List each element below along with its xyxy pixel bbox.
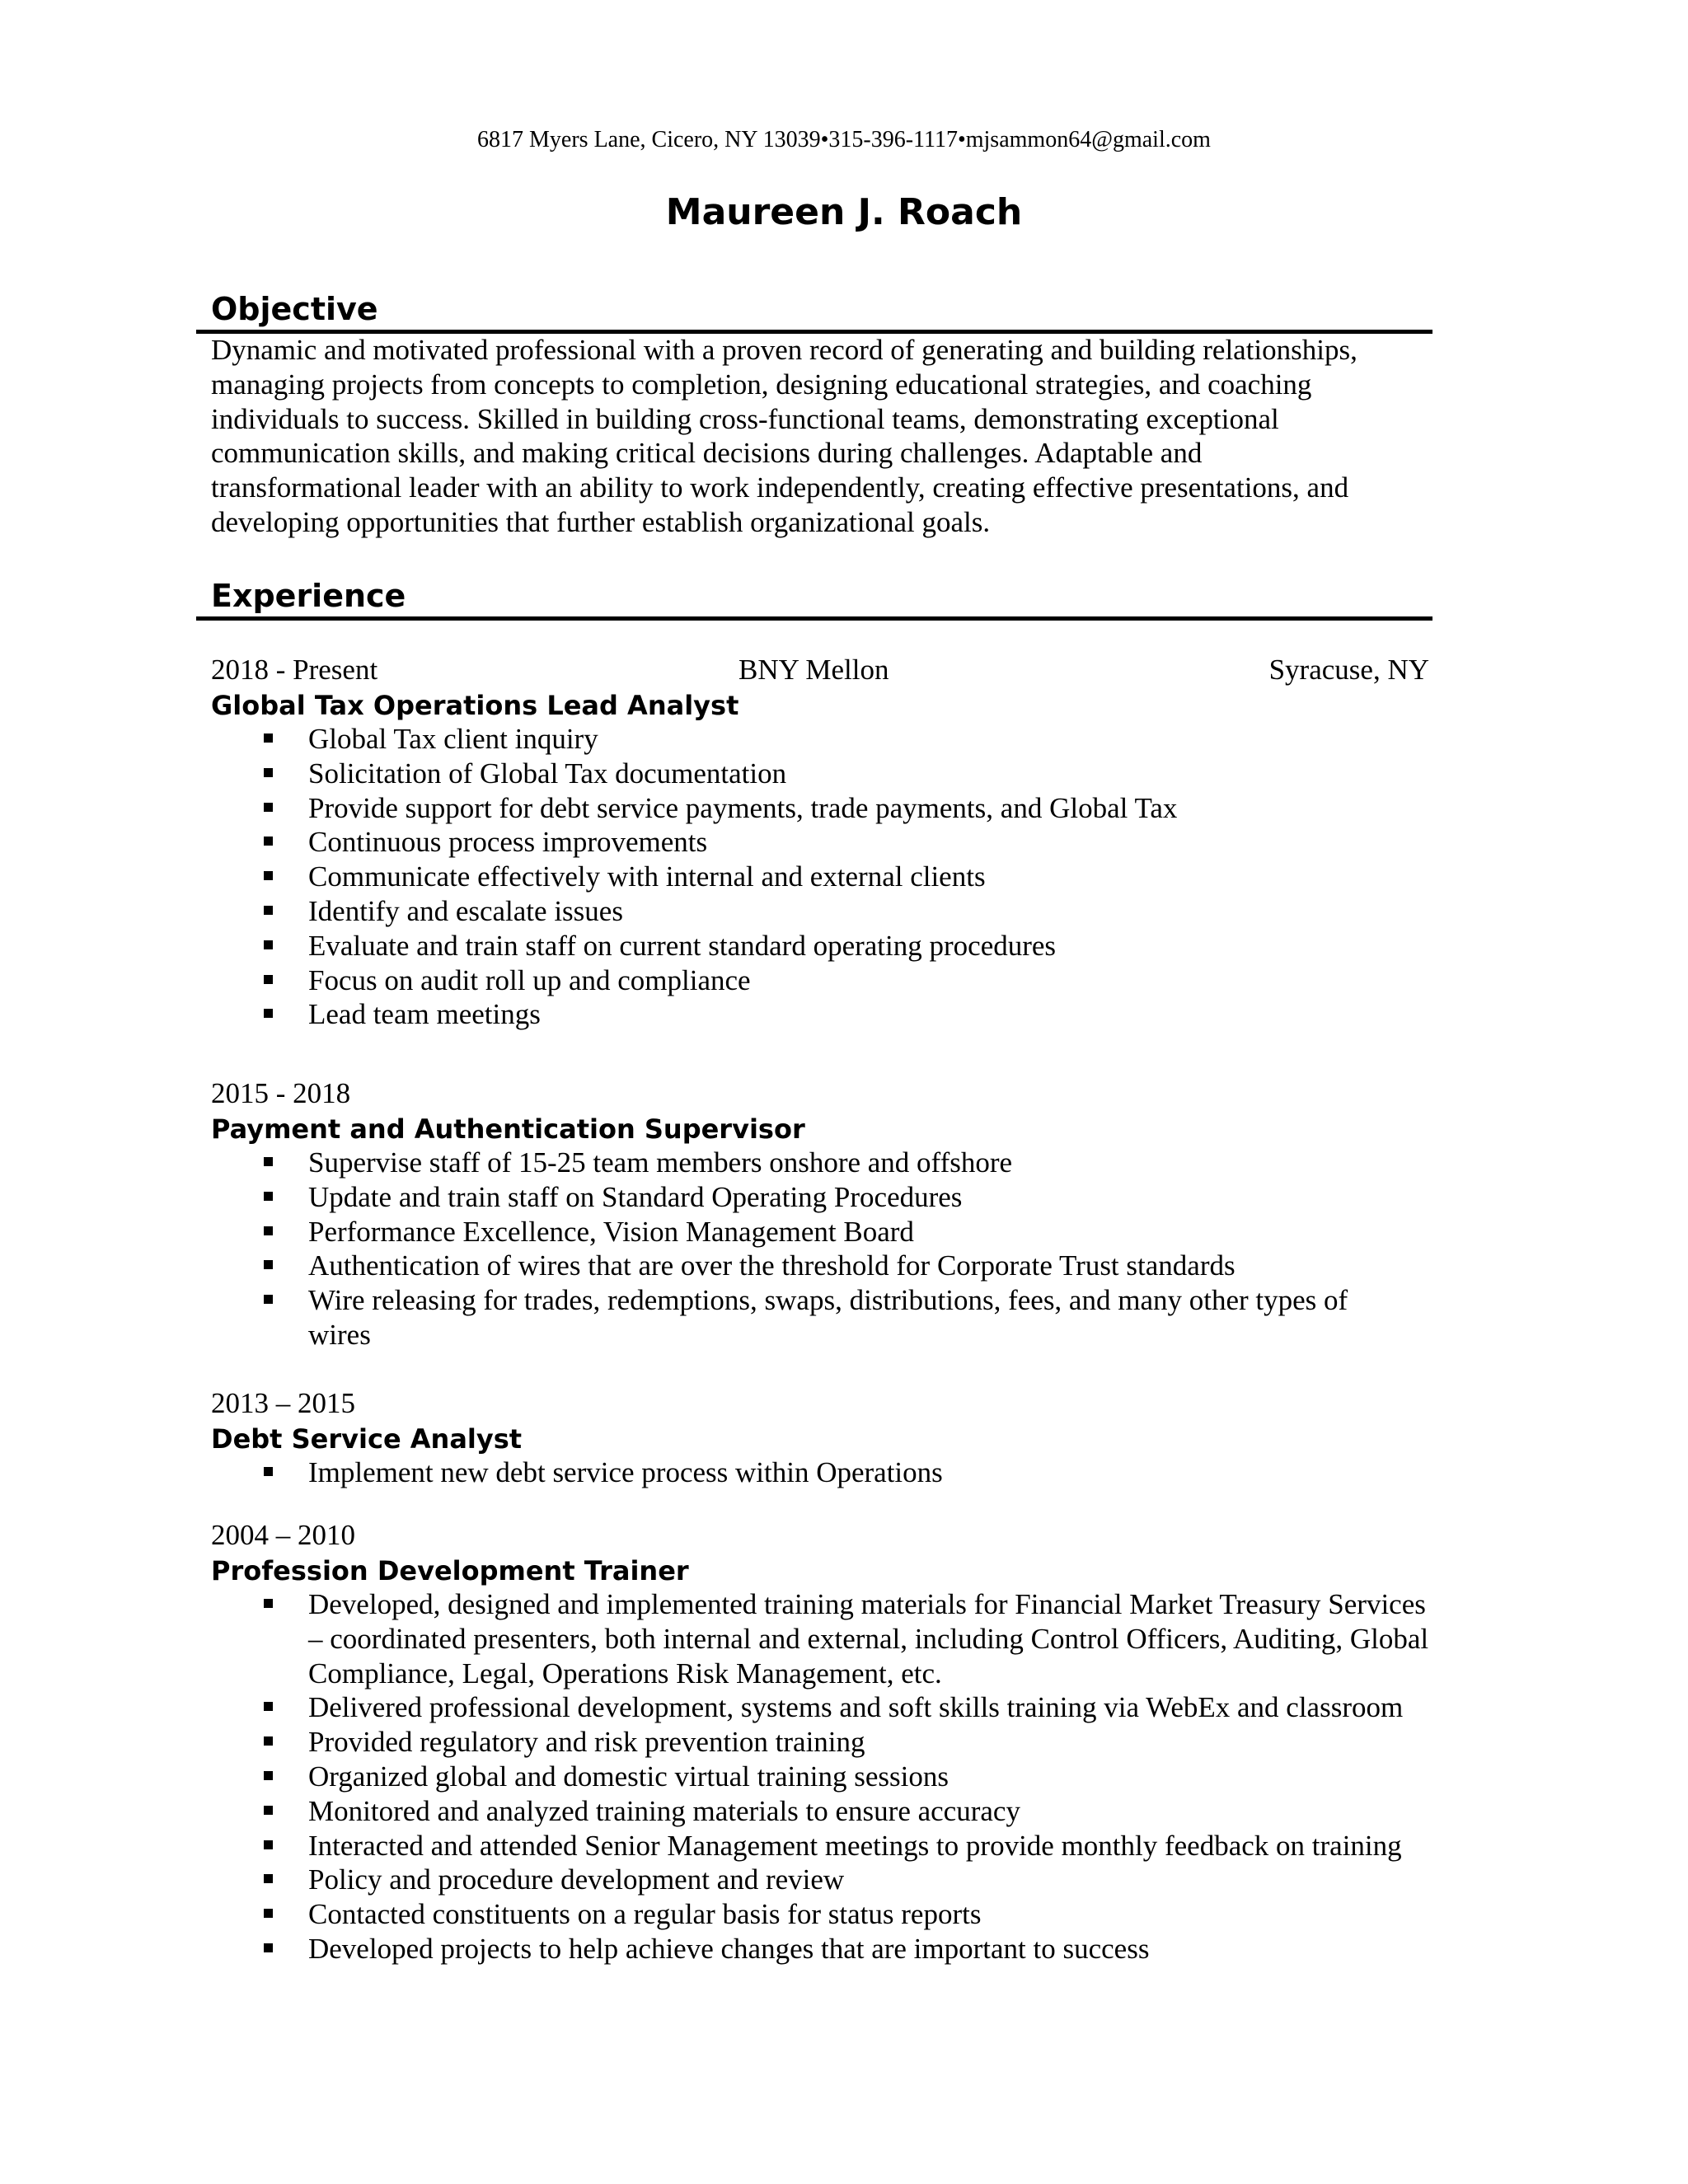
bullet-text: Identify and escalate issues <box>308 894 623 927</box>
bullet-icon <box>264 1192 273 1201</box>
job-title: Debt Service Analyst <box>211 1423 523 1455</box>
job-dates: 2015 - 2018 <box>211 1077 351 1109</box>
list-item <box>211 929 1429 963</box>
bullet-text: Organized global and domestic virtual training sessions <box>308 1760 949 1793</box>
list-item <box>211 1725 1429 1760</box>
list-item <box>211 1794 1429 1829</box>
bullet-text: Evaluate and train staff on current standard operating procedures <box>308 929 1057 962</box>
job-title: Global Tax Operations Lead Analyst <box>211 690 739 721</box>
bullet-icon <box>264 975 273 984</box>
bullet-icon <box>264 940 273 949</box>
bullet-text: Performance Excellence, Vision Management Board <box>308 1215 914 1248</box>
job-entry <box>211 653 1429 1032</box>
bullet-icon <box>264 1736 273 1746</box>
objective-heading: Objective <box>211 291 378 327</box>
job-meta <box>211 1386 1429 1421</box>
job-entry <box>211 1386 1429 1490</box>
job-location: Syracuse, NY <box>1268 654 1429 686</box>
job-company: BNY Mellon <box>738 654 889 686</box>
list-item <box>211 1932 1429 1966</box>
bullet-text: Contacted constituents on a regular basis for status reports <box>308 1898 982 1931</box>
bullet-icon <box>264 837 273 846</box>
bullet-text-continued: Compliance, Legal, Operations Risk Management, etc. <box>308 1657 942 1690</box>
bullet-text: Focus on audit roll up and compliance <box>308 963 751 996</box>
bullet-text: Lead team meetings <box>308 998 541 1031</box>
bullet-text: Provide support for debt service payments, trade payments, and Global Tax <box>308 791 1178 824</box>
bullet-text: Policy and procedure development and review <box>308 1863 845 1896</box>
job-dates: 2013 – 2015 <box>211 1387 355 1419</box>
experience-heading: Experience <box>211 578 406 614</box>
objective-line: Dynamic and motivated professional with a proven record of generating and building relationships, <box>211 334 1357 366</box>
job-dates: 2018 - Present <box>211 654 378 686</box>
job-bullets <box>211 722 1429 1032</box>
list-item <box>211 1249 1429 1283</box>
list-item <box>211 1587 1429 1690</box>
experience-rule <box>196 616 1432 621</box>
job-bullets <box>211 1587 1429 1966</box>
job-bullets <box>211 1455 1429 1490</box>
bullet-icon <box>264 1806 273 1815</box>
objective-line: transformational leader with an ability to work independently, creating effective presentations, and <box>211 471 1349 504</box>
bullet-text: Global Tax client inquiry <box>308 723 598 755</box>
bullet-icon <box>264 1599 273 1608</box>
objective-line: communication skills, and making critical decisions during challenges. Adaptable and <box>211 437 1203 470</box>
list-item <box>211 1215 1429 1249</box>
bullet-icon <box>264 803 273 812</box>
list-item <box>211 1863 1429 1897</box>
job-title: Profession Development Trainer <box>211 1555 689 1586</box>
bullet-text: Provided regulatory and risk prevention training <box>308 1726 865 1759</box>
bullet-text: Solicitation of Global Tax documentation <box>308 757 787 790</box>
bullet-icon <box>264 1157 273 1166</box>
bullet-icon <box>264 1295 273 1304</box>
list-item <box>211 997 1429 1032</box>
bullet-text: Authentication of wires that are over the threshold for Corporate Trust standards <box>308 1249 1236 1282</box>
bullet-text: Communicate effectively with internal and external clients <box>308 860 986 893</box>
bullet-icon <box>264 1226 273 1235</box>
bullet-icon <box>264 906 273 915</box>
bullet-icon <box>264 1771 273 1780</box>
bullet-icon <box>264 871 273 880</box>
objective-line: individuals to success. Skilled in building cross-functional teams, demonstrating exceptional <box>211 402 1279 435</box>
bullet-icon <box>264 1909 273 1918</box>
list-item <box>211 1690 1429 1725</box>
bullet-icon <box>264 1840 273 1849</box>
bullet-icon <box>264 1467 273 1476</box>
bullet-icon <box>264 1009 273 1018</box>
list-item <box>211 757 1429 791</box>
list-item <box>211 791 1429 826</box>
bullet-text: Developed projects to help achieve changes that are important to success <box>308 1932 1150 1965</box>
bullet-icon <box>264 1702 273 1711</box>
objective-line: managing projects from concepts to completion, designing educational strategies, and coaching <box>211 368 1312 401</box>
bullet-text-continued: wires <box>308 1318 371 1351</box>
bullet-text: Implement new debt service process within Operations <box>308 1456 943 1488</box>
list-item <box>211 1455 1429 1490</box>
objective-line: developing opportunities that further establish organizational goals. <box>211 505 991 538</box>
bullet-text: Developed, designed and implemented training materials for Financial Market Treasury Services <box>308 1588 1426 1620</box>
list-item <box>211 825 1429 860</box>
bullet-icon <box>264 1943 273 1952</box>
list-item <box>211 1760 1429 1794</box>
bullet-text: Delivered professional development, systems and soft skills training via WebEx and classroom <box>308 1691 1404 1724</box>
bullet-icon <box>264 1874 273 1883</box>
job-title: Payment and Authentication Supervisor <box>211 1113 805 1145</box>
bullet-text: Update and train staff on Standard Operating Procedures <box>308 1180 963 1213</box>
bullet-text: Monitored and analyzed training materials to ensure accuracy <box>308 1794 1020 1827</box>
list-item <box>211 1146 1429 1180</box>
contact-line: 6817 Myers Lane, Cicero, NY 13039•315-396-1117•mjsammon64@gmail.com <box>477 127 1211 152</box>
bullet-icon <box>264 768 273 777</box>
bullet-text: Continuous process improvements <box>308 826 708 859</box>
list-item <box>211 1283 1429 1352</box>
bullet-text: Wire releasing for trades, redemptions, swaps, distributions, fees, and many other types of <box>308 1284 1348 1317</box>
candidate-name: Maureen J. Roach <box>665 191 1023 233</box>
job-dates: 2004 – 2010 <box>211 1519 355 1551</box>
bullet-icon <box>264 733 273 743</box>
list-item <box>211 1897 1429 1932</box>
job-meta <box>211 1518 1429 1553</box>
job-meta <box>211 653 1429 687</box>
list-item <box>211 722 1429 757</box>
bullet-text-continued: – coordinated presenters, both internal and external, including Control Officers, Auditing, Global <box>308 1622 1429 1655</box>
objective-text <box>211 333 1431 540</box>
list-item <box>211 1180 1429 1215</box>
job-entry <box>211 1518 1429 1966</box>
job-bullets <box>211 1146 1429 1352</box>
job-entry <box>211 1076 1429 1352</box>
list-item <box>211 894 1429 929</box>
bullet-text: Supervise staff of 15-25 team members onshore and offshore <box>308 1146 1013 1179</box>
bullet-text: Interacted and attended Senior Management meetings to provide monthly feedback on training <box>308 1829 1402 1862</box>
list-item <box>211 963 1429 998</box>
job-meta <box>211 1076 1429 1111</box>
bullet-icon <box>264 1260 273 1269</box>
list-item <box>211 860 1429 894</box>
list-item <box>211 1829 1429 1863</box>
